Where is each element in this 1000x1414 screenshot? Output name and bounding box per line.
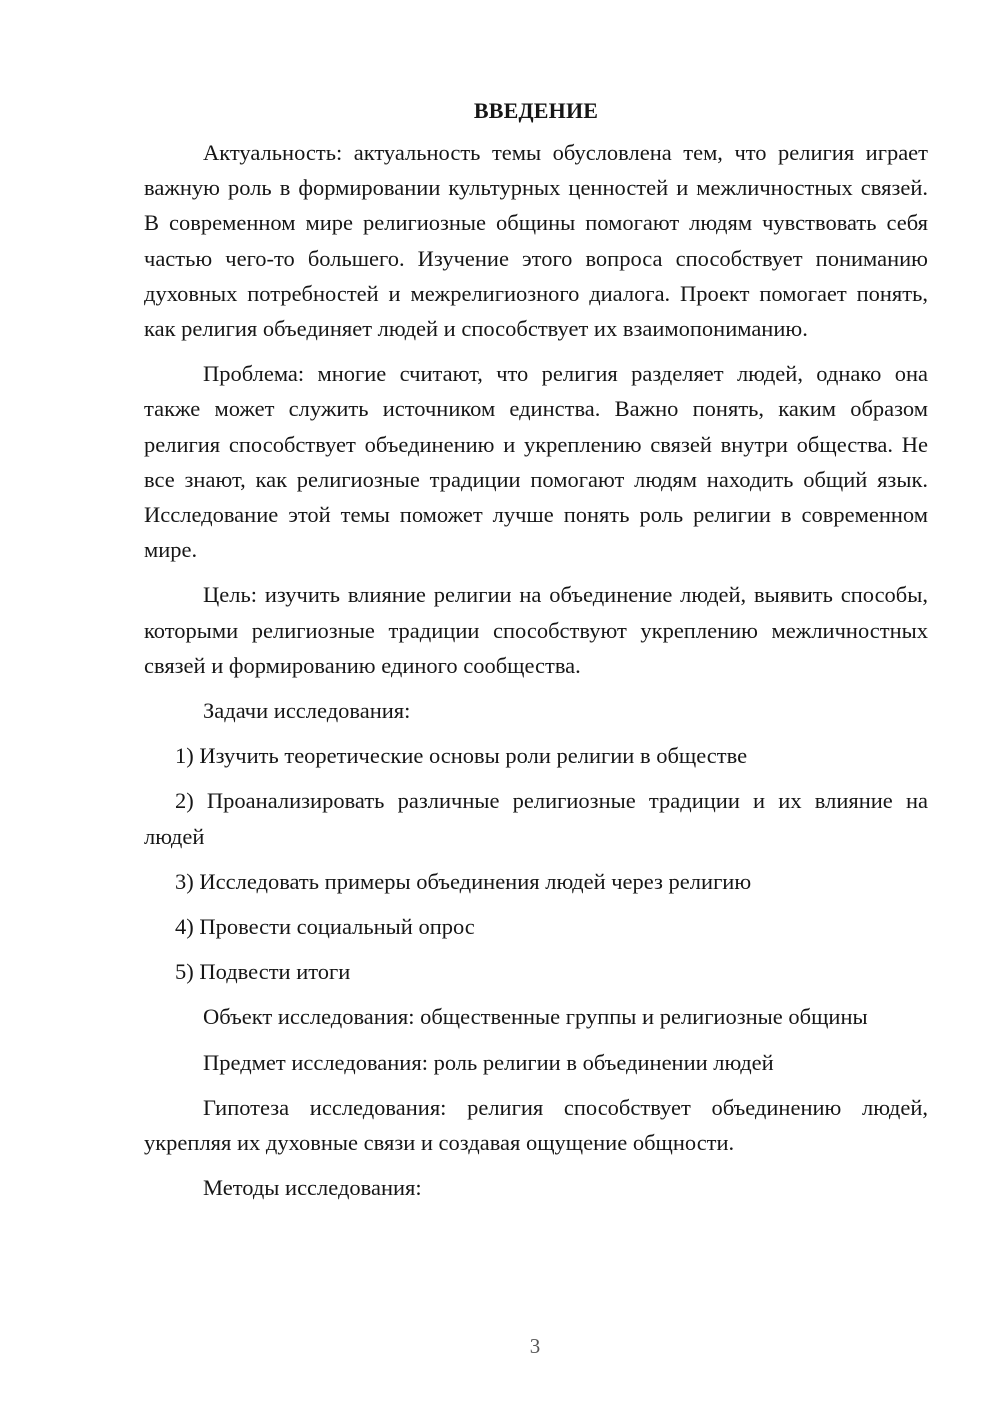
task-item: 4) Провести социальный опрос	[175, 914, 475, 940]
task-item: 3) Исследовать примеры объединения людей через религию	[175, 868, 752, 894]
task-item: 1) Изучить теоретические основы роли религии в обществе	[175, 743, 748, 769]
tasks-label: Задачи исследования:	[203, 698, 411, 724]
subject-paragraph: Предмет исследования: роль религии в объединении людей	[203, 1049, 774, 1075]
goal-paragraph: Цель: изучить влияние религии на объединение людей, выявить способы, которыми религиозные традиции способствуют укреплению межличностных связей и формированию единого сообщества.	[144, 582, 928, 678]
methods-label: Методы исследования:	[203, 1175, 422, 1201]
section-heading: ВВЕДЕНИЕ	[473, 98, 599, 123]
task-item: 5) Подвести итоги	[175, 959, 351, 985]
hypothesis-paragraph: Гипотеза исследования: религия способствует объединению людей, укрепляя их духовные связи и создавая ощущение общности.	[144, 1094, 928, 1156]
object-paragraph: Объект исследования: общественные группы и религиозные общины	[203, 1004, 868, 1030]
page-number: 3	[529, 1334, 541, 1358]
page-content	[144, 94, 928, 1215]
relevance-paragraph: Актуальность: актуальность темы обусловлена тем, что религия играет важную роль в формировании культурных ценностей и межличностных связей. В современном мире религиозные общины помогают людям чувствовать себя частью чего-то большего. Изучение этого вопроса способствует пониманию духовных потребностей и межрелигиозного диалога. Проект помогает понять, как религия объединяет людей и способствует их взаимопониманию.	[144, 140, 928, 342]
task-item: 2) Проанализировать различные религиозные традиции и их влияние на людей	[144, 788, 928, 849]
problem-paragraph: Проблема: многие считают, что религия разделяет людей, однако она также может служить источником единства. Важно понять, каким образом религия способствует объединению и укреплению связей внутри общества. Не все знают, как религиозные традиции помогают людям находить общий язык. Исследование этой темы поможет лучше понять роль религии в современном мире.	[144, 361, 928, 563]
